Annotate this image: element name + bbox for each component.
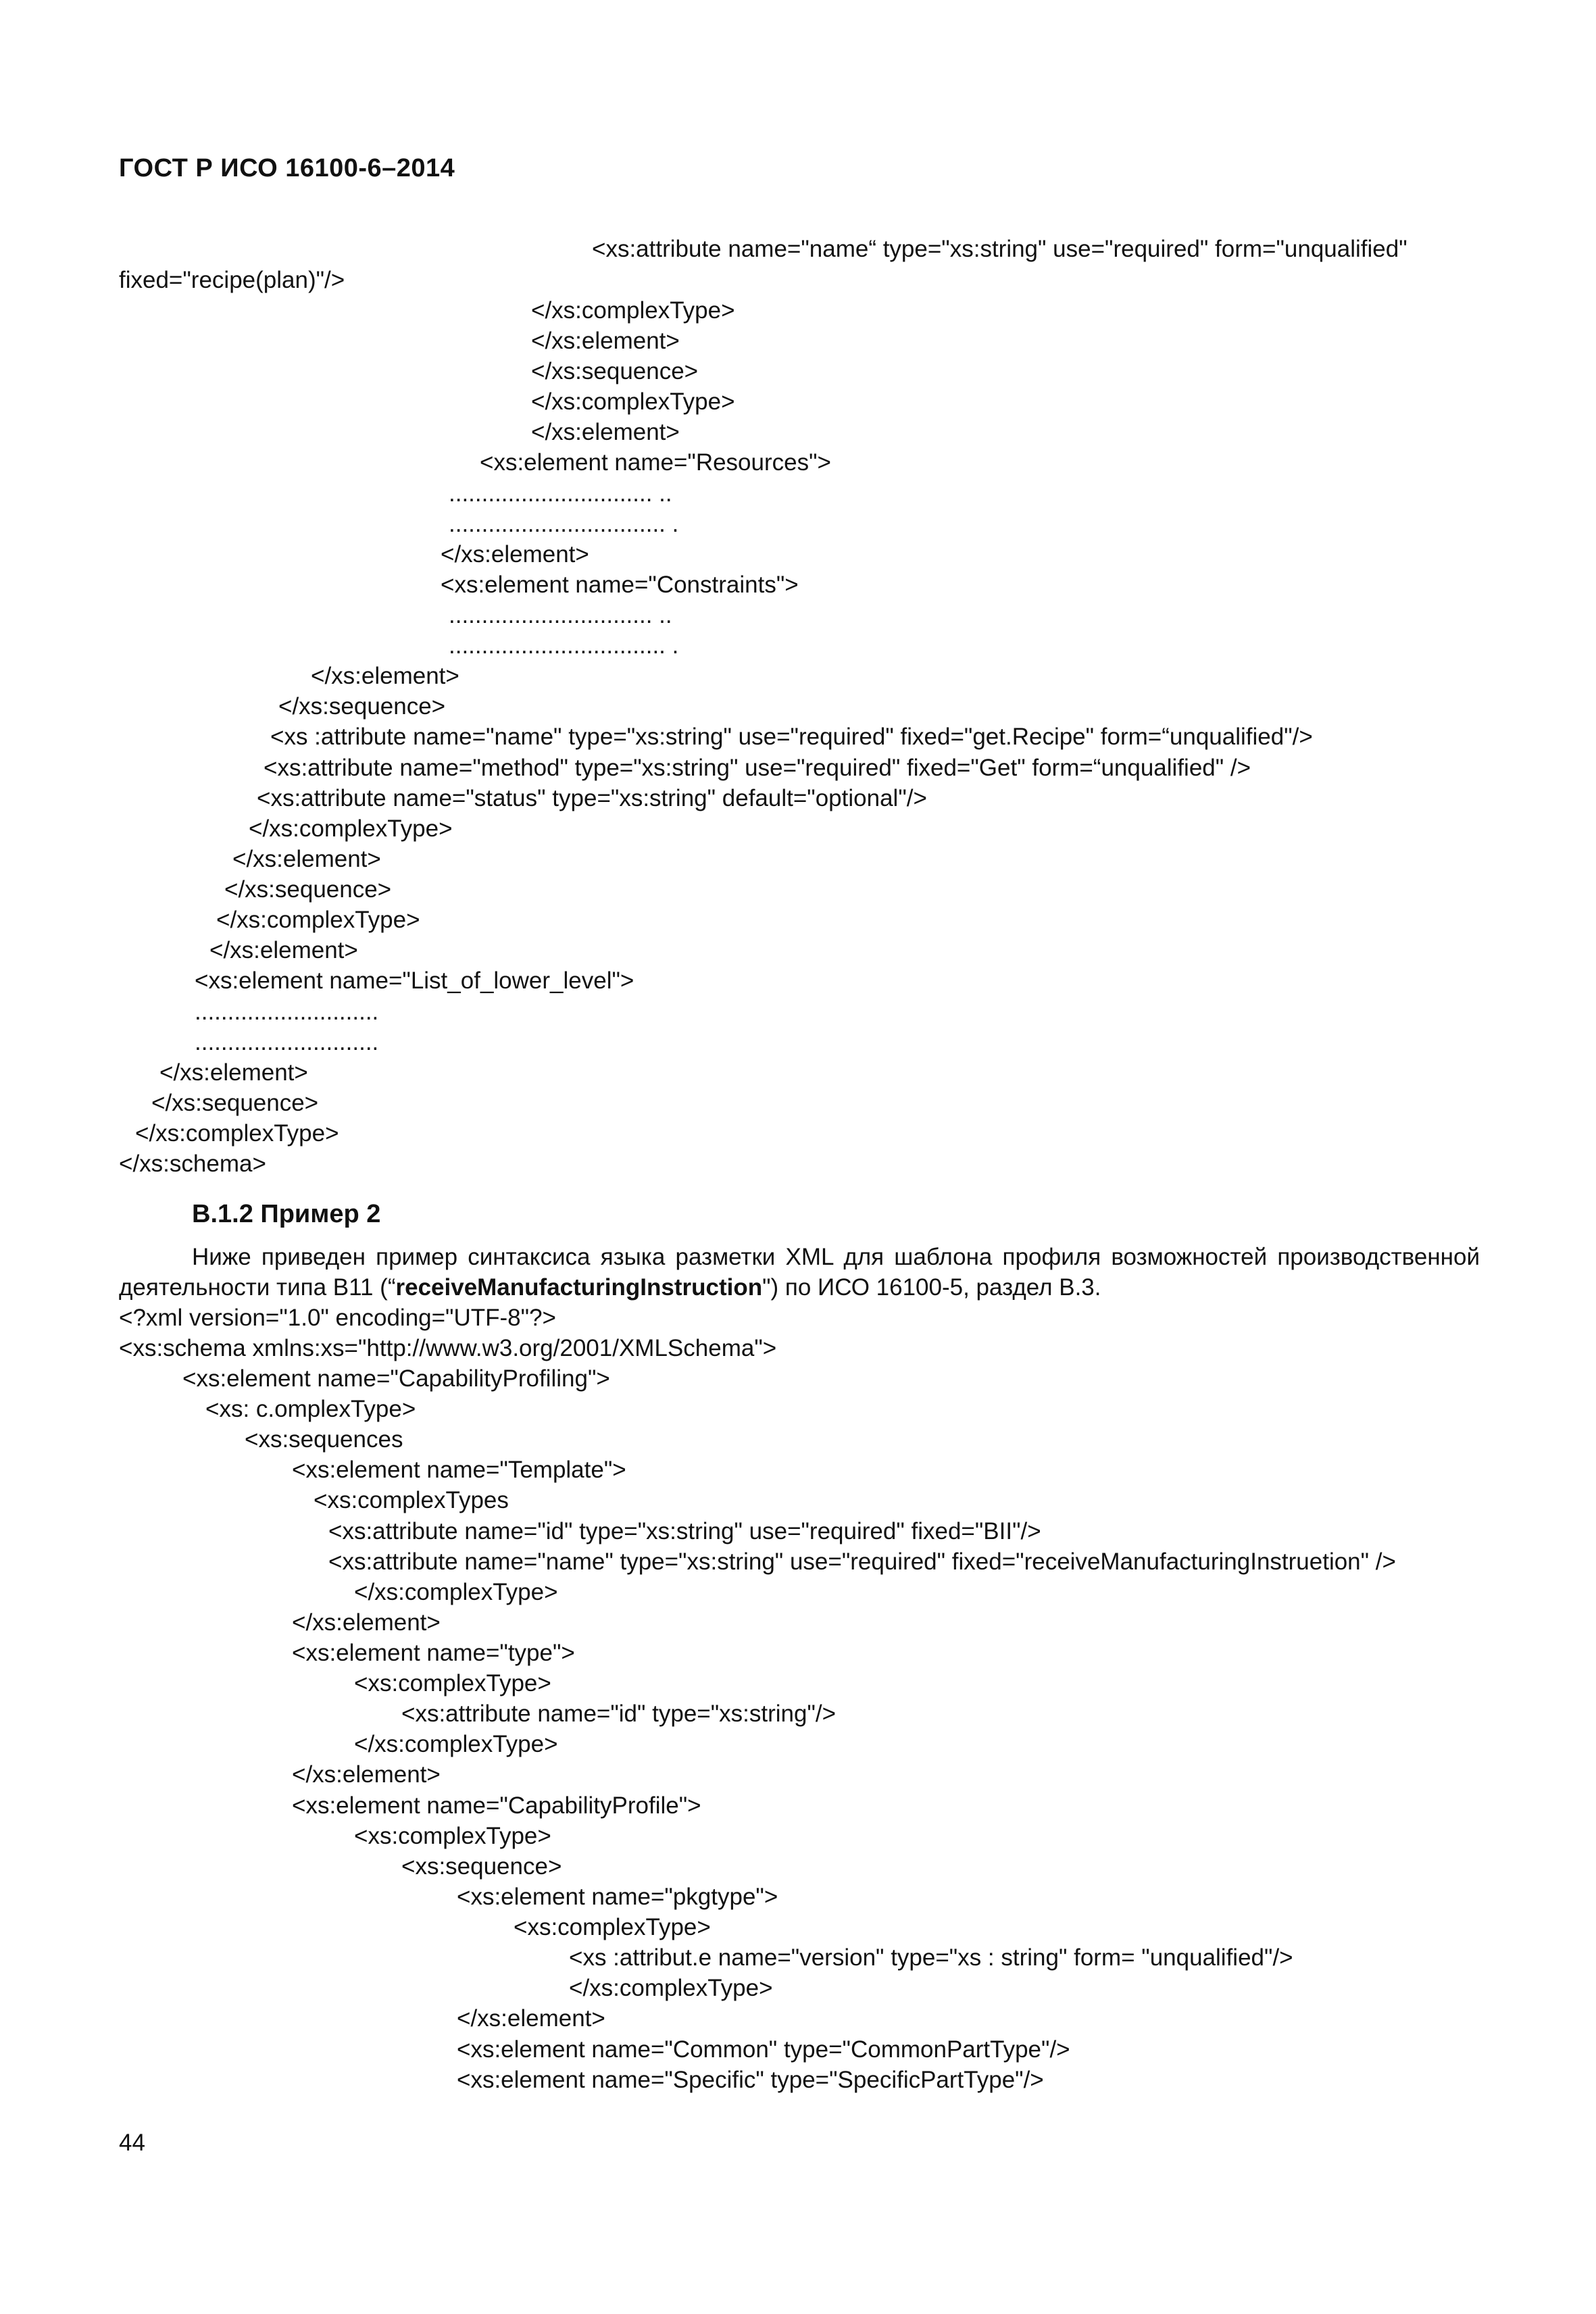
code-line: </xs:complexType> [531, 388, 735, 415]
code-line: <xs:sequence> [401, 1853, 562, 1880]
code-line: fixed="recipe(plan)"/> [119, 267, 345, 293]
code-line: <xs:complexType> [514, 1914, 711, 1940]
code-line: <xs:element name="Constraints"> [441, 572, 799, 598]
paragraph-text-part: Ниже приведен пример синтаксиса языка разметки XML для шаблона профиля возможностей производственной деятельности типа B11 (“ [119, 1244, 1480, 1301]
paragraph-text [119, 1242, 1480, 1303]
code-line: </xs:complexType> [135, 1120, 339, 1147]
code-line: </xs:complexType> [216, 907, 420, 933]
code-line: </xs:element> [531, 419, 680, 445]
code-line: </xs:complexType> [569, 1975, 773, 2001]
document-header: ГОСТ Р ИСО 16100-6–2014 [119, 154, 455, 182]
code-line: </xs:element> [292, 1761, 441, 1788]
code-line: <xs:attribute name="id" type="xs:string"/> [401, 1701, 837, 1727]
code-line: </xs:element> [531, 328, 680, 354]
code-line: </xs:sequence> [224, 876, 392, 903]
code-line: </xs:sequence> [151, 1090, 319, 1116]
code-line: </xs:sequence> [531, 358, 699, 384]
code-line: </xs:complexType> [249, 815, 453, 842]
code-line: </xs:complexType> [354, 1579, 558, 1605]
code-line: <xs:sequences [245, 1426, 403, 1453]
code-line: <xs:element name="Specific" type="SpecificPartType"/> [457, 2067, 1044, 2093]
code-line: <xs: c.omplexType> [205, 1396, 416, 1422]
code-line: </xs:element> [457, 2005, 605, 2032]
code-line: </xs:sequence> [278, 693, 446, 720]
code-line: <xs:complexType> [354, 1823, 551, 1849]
code-line: <xs:attribute name="status" type="xs:string" default="optional"/> [257, 785, 927, 811]
code-line: <xs:schema xmlns:xs="http://www.w3.org/2001/XMLSchema"> [119, 1335, 777, 1361]
code-line: ............................ [195, 999, 379, 1025]
code-line: <xs:element name="Resources"> [480, 449, 831, 476]
code-line: <xs:complexTypes [314, 1487, 509, 1513]
code-line: <xs:element name="pkgtype"> [457, 1884, 778, 1910]
code-line: ............................ [195, 1029, 379, 1055]
code-line: <xs:element name="Template"> [292, 1457, 626, 1483]
code-line: </xs:complexType> [354, 1731, 558, 1757]
code-line: ................................. . [449, 632, 679, 659]
code-line: <xs:attribute name="method" type="xs:string" use="required" fixed="Get" form=“unqualified" /> [264, 755, 1251, 781]
body-paragraph [119, 1242, 1480, 1303]
code-line: <xs:element name="List_of_lower_level"> [195, 967, 634, 994]
code-line: <xs :attribute name="name" type="xs:string" use="required" fixed="get.Recipe" form=“unqualified"/> [270, 724, 1313, 750]
code-line: <xs:element name="CapabilityProfile"> [292, 1792, 701, 1819]
code-line: <xs:element name="type"> [292, 1640, 575, 1666]
code-line: <?xml version="1.0" encoding="UTF-8"?> [119, 1305, 556, 1331]
code-line: </xs:element> [292, 1609, 441, 1636]
code-line: </xs:element> [159, 1059, 308, 1086]
code-line: </xs:schema> [119, 1151, 266, 1177]
code-line: <xs:attribute name="name" type="xs:string" use="required" fixed="receiveManufacturingInstruetion" /> [328, 1549, 1396, 1575]
code-line: ............................... .. [449, 602, 672, 628]
code-line: </xs:element> [311, 663, 459, 689]
code-line: <xs:element name="Common" type="CommonPartType"/> [457, 2036, 1070, 2063]
code-line: </xs:element> [232, 846, 381, 872]
code-line: <xs:element name="CapabilityProfiling"> [182, 1365, 610, 1392]
code-line: </xs:element> [441, 541, 589, 568]
code-line: ................................. . [449, 511, 679, 537]
code-line: <xs :attribut.e name="version" type="xs : string" form= "unqualified"/> [569, 1944, 1293, 1971]
code-line: <xs:complexType> [354, 1670, 551, 1696]
section-heading: B.1.2 Пример 2 [192, 1200, 381, 1228]
code-line: <xs:attribute name="id" type="xs:string" use="required" fixed="BII"/> [328, 1518, 1041, 1544]
paragraph-bold-term: receiveManufacturingInstruction [395, 1274, 763, 1301]
code-line: <xs:attribute name="name“ type="xs:string" use="required" form="unqualified" [592, 236, 1407, 262]
code-line: ............................... .. [449, 480, 672, 507]
page-number: 44 [119, 2130, 145, 2156]
paragraph-text-part: ") по ИСО 16100-5, раздел B.3. [762, 1274, 1101, 1301]
code-line: </xs:element> [209, 937, 358, 963]
code-line: </xs:complexType> [531, 297, 735, 324]
